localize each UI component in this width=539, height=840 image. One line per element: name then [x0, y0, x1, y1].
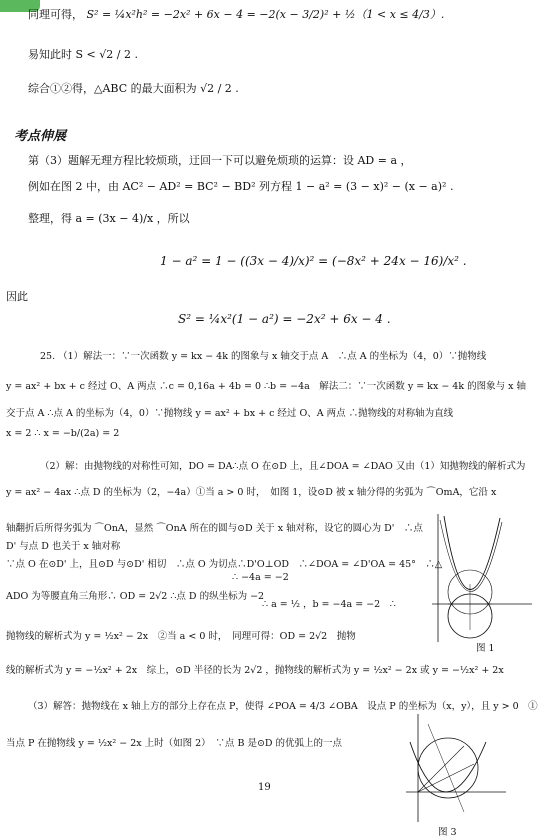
- page-number: 19: [258, 782, 271, 793]
- q25-line-3: 交于点 A ∴点 A 的坐标为（4，0）∵抛物线 y = ax² + bx + c 经过 O、A 两点 ∴抛物线的对称轴为直线: [6, 408, 454, 419]
- figure-1-graph: [430, 512, 534, 652]
- q25-line-8: D' 与点 D 也关于 x 轴对称: [6, 541, 121, 552]
- q25-line-13: 线的解析式为 y = −½x² + 2x 综上，⊙D 半径的长为 2√2 ，抛物线的解析式为 y = ½x² − 2x 或 y = −½x² + 2x: [6, 665, 504, 676]
- q25-line-11b: ∴ a = ½ ，b = −4a = −2 ∴: [262, 599, 396, 610]
- q25-line-2: y = ax² + bx + c 经过 O、A 两点 ∴c = 0,16a + 4b = 0 ∴b = −4a 解法二：∵一次函数 y = kx − 4k 的图象与 x 轴: [6, 381, 527, 392]
- line-conclusion: 综合①②得，△ABC 的最大面积为 √2 / 2 .: [28, 82, 239, 95]
- figure-1-caption: 图 1: [476, 643, 495, 654]
- q25-line-7: 轴翻折后所得劣弧为 ⌒OnA，显然 ⌒OnA 所在的圆与⊙D 关于 x 轴对称，设它的圆心为 D' ∴点: [6, 523, 423, 534]
- q25-line-4: x = 2 ∴ x = −b/(2a) = 2: [6, 428, 120, 439]
- section-heading: 考点伸展: [14, 129, 67, 144]
- paragraph-intro: 第（3）题解无理方程比较烦琐，迂回一下可以避免烦琐的运算：设 AD = a ，: [28, 154, 412, 167]
- q25-line-12: 抛物线的解析式为 y = ½x² − 2x ②当 a < 0 时， 同理可得：OD = 2√2 抛物: [6, 631, 356, 642]
- q25-line-11: ADO 为等腰直角三角形∴ OD = 2√2 ∴点 D 的纵坐标为 −2: [6, 591, 265, 602]
- paragraph-therefore: 因此: [6, 290, 28, 303]
- q25-line-6: y = ax² − 4ax ∴点 D 的坐标为（2，−4a）①当 a > 0 时， 如图 1，设⊙D 被 x 轴分得的劣弧为 ⌒OmA，它沿 x: [6, 487, 497, 498]
- q25-line-1: 25. （1）解法一：∵一次函数 y = kx − 4k 的图象与 x 轴交于点 A ∴点 A 的坐标为（4，0）∵抛物线: [40, 351, 487, 362]
- q25-line-10: ∴ −4a = −2: [232, 572, 289, 583]
- line-same-method: 同理可得， S² = ¼x²h² = −2x² + 6x − 4 = −2(x − 3/2)² + ½（1 < x ≤ 4/3）.: [28, 8, 445, 21]
- q25-line-9: ∵点 O 在⊙D' 上，且⊙D 与⊙D' 相切 ∴点 O 为切点∴D'O⊥OD ∴∠DOA = ∠D'OA = 45° ∴△: [6, 559, 443, 570]
- figure-3-graph: [404, 712, 508, 824]
- line-known: 易知此时 S < √2 / 2 .: [28, 48, 138, 61]
- q25-line-14: （3）解答：抛物线在 x 轴上方的部分上存在点 P，使得 ∠POA = 4/3 ∠OBA 设点 P 的坐标为（x，y），且 y > 0 ①: [28, 701, 538, 712]
- paragraph-arrange: 整理，得 a = (3x − 4)/x ，所以: [28, 212, 190, 225]
- paragraph-example: 例如在图 2 中，由 AC² − AD² = BC² − BD² 列方程 1 − a² = (3 − x)² − (x − a)² .: [28, 180, 454, 193]
- figure-3-caption: 图 3: [438, 827, 457, 838]
- q25-line-15: 当点 P 在抛物线 y = ½x² − 2x 上时（如图 2） ∵点 B 是⊙D 的优弧上的一点: [6, 738, 343, 749]
- figure-1: [430, 512, 534, 652]
- formula-same: S² = ¼x²h² = −2x² + 6x − 4 = −2(x − 3/2)² + ½（1 < x ≤ 4/3）.: [86, 8, 445, 21]
- equation-2: S² = ¼x²(1 − a²) = −2x² + 6x − 4 .: [178, 312, 391, 326]
- figure-3: [404, 712, 508, 836]
- q25-line-5: （2）解：由抛物线的对称性可知，DO = DA∴点 O 在⊙D 上，且∠DOA = ∠DAO 又由（1）知抛物线的解析式为: [40, 461, 526, 472]
- equation-1: 1 − a² = 1 − ((3x − 4)/x)² = (−8x² + 24x − 16)/x² .: [160, 254, 467, 268]
